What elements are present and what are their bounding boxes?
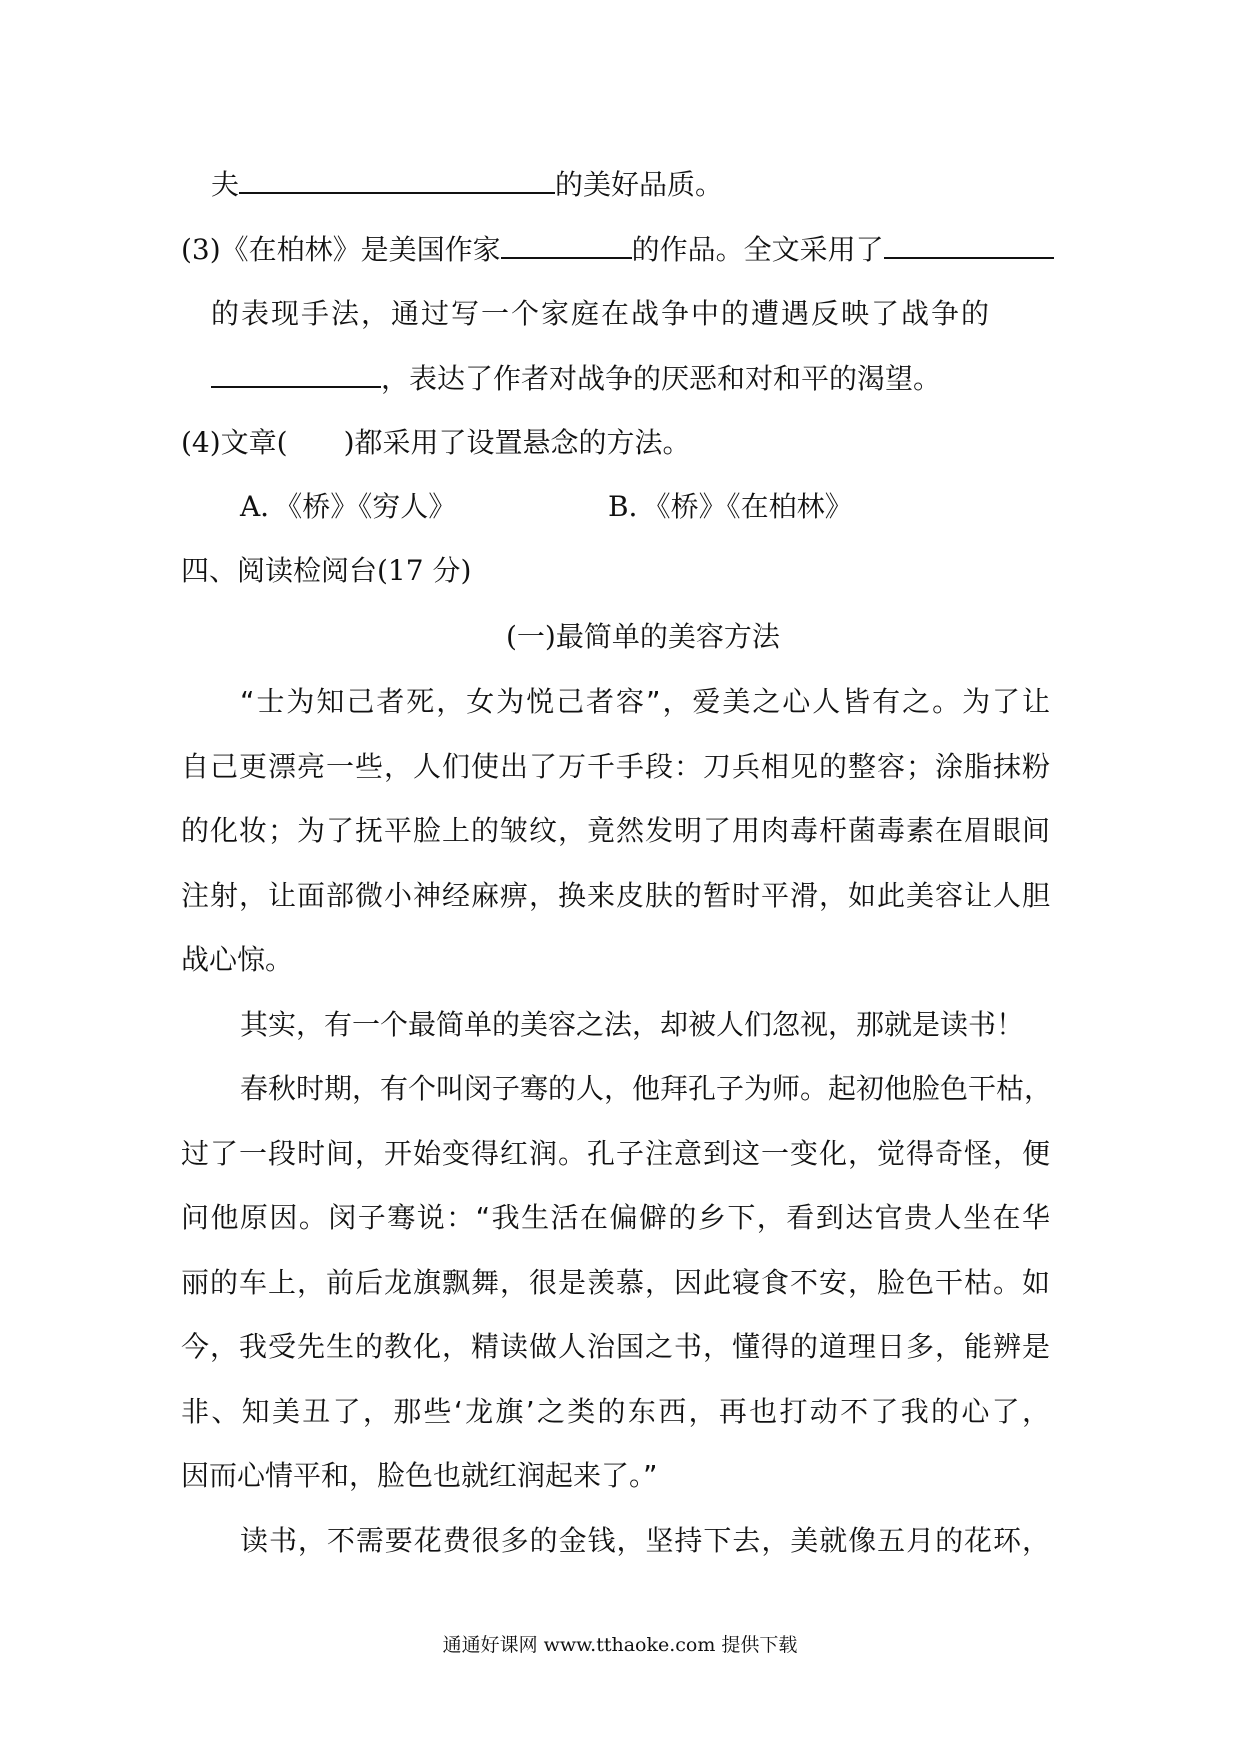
passage-line-text: 的化妆；为了抚平脸上的皱纹，竟然发明了用肉毒杆菌毒素在眉眼间	[181, 814, 1050, 847]
answer-blank[interactable]	[501, 229, 632, 259]
passage-line-text: 今，我受先生的教化，精读做人治国之书，懂得的道理日多，能辨是	[181, 1330, 1050, 1363]
q4-option-b[interactable]	[608, 487, 853, 527]
q3-text-a: (3)《在柏林》是美国作家	[181, 233, 501, 266]
passage-line	[181, 940, 293, 980]
passage-line-text: 自己更漂亮一些，人们使出了万千手段：刀兵相见的整容；涂脂抹粉	[181, 750, 1050, 783]
answer-blank[interactable]	[211, 358, 381, 388]
passage-line-text: 丽的车上，前后龙旗飘舞，很是羡慕，因此寝食不安，脸色干枯。如	[181, 1266, 1050, 1299]
answer-blank[interactable]	[239, 164, 555, 194]
q3-line-2	[211, 294, 991, 334]
passage-line	[240, 1005, 1024, 1045]
passage-line-text: 过了一段时间，开始变得红润。孔子注意到这一变化，觉得奇怪，便	[181, 1137, 1050, 1170]
answer-blank[interactable]	[884, 229, 1054, 259]
passage-line	[181, 876, 1050, 916]
q3-line-1	[181, 229, 1054, 270]
q3-line-3	[211, 358, 941, 399]
q2-tail-line	[211, 164, 723, 205]
passage-line-text: 读书，不需要花费很多的金钱，坚持下去，美就像五月的花环，	[240, 1524, 1050, 1557]
passage-title	[506, 617, 780, 657]
passage-line-text: 问他原因。闵子骞说：“我生活在偏僻的乡下，看到达官贵人坐在华	[181, 1201, 1050, 1234]
passage-line	[181, 1263, 1050, 1303]
page-footer	[0, 1630, 1240, 1657]
section-heading	[181, 551, 471, 591]
q2-suffix: 的美好品质。	[555, 168, 724, 201]
footer-text: 通通好课网 www.tthaoke.com 提供下载	[442, 1634, 798, 1656]
q4-option-a[interactable]	[240, 487, 456, 527]
passage-line	[240, 682, 1050, 722]
passage-line	[181, 1392, 1050, 1432]
passage-line	[181, 747, 1050, 787]
passage-title-text: (一)最简单的美容方法	[506, 620, 780, 653]
q4-stem	[181, 423, 691, 463]
passage-line	[181, 1134, 1050, 1174]
passage-line-text: 其实，有一个最简单的美容之法，却被人们忽视，那就是读书！	[240, 1008, 1025, 1041]
passage-line-text: “士为知己者死，女为悦己者容”，爱美之心人皆有之。为了让	[240, 685, 1050, 718]
q4-stem-text: (4)文章( )都采用了设置悬念的方法。	[181, 426, 691, 459]
passage-line	[181, 1327, 1050, 1367]
passage-line-text: 春秋时期，有个叫闵子骞的人，他拜孔子为师。起初他脸色干枯，	[240, 1072, 1053, 1105]
passage-line-text: 因而心情平和，脸色也就红润起来了。”	[181, 1459, 658, 1492]
q4-option-a-text: A．《桥》《穷人》	[240, 490, 457, 523]
passage-line	[181, 1198, 1050, 1238]
passage-line	[181, 1456, 658, 1496]
passage-line	[181, 811, 1050, 851]
q4-option-b-text: B．《桥》《在柏林》	[608, 490, 853, 523]
q3-text-line2: 的表现手法，通过写一个家庭在战争中的遭遇反映了战争的	[211, 297, 992, 330]
passage-line-text: 注射，让面部微小神经麻痹，换来皮肤的暂时平滑，如此美容让人胆	[181, 879, 1050, 912]
passage-line-text: 战心惊。	[181, 943, 294, 976]
q3-text-b: 的作品。全文采用了	[631, 233, 884, 266]
passage-line	[240, 1069, 1053, 1109]
q3-text-line3: ，表达了作者对战争的厌恶和对和平的渴望。	[381, 362, 942, 395]
q2-prefix: 夫	[211, 168, 240, 201]
section-heading-text: 四、阅读检阅台(17 分)	[181, 554, 472, 587]
passage-line-text: 非、知美丑了，那些‘龙旗’之类的东西，再也打动不了我的心了，	[181, 1395, 1050, 1428]
passage-line	[240, 1521, 1050, 1561]
